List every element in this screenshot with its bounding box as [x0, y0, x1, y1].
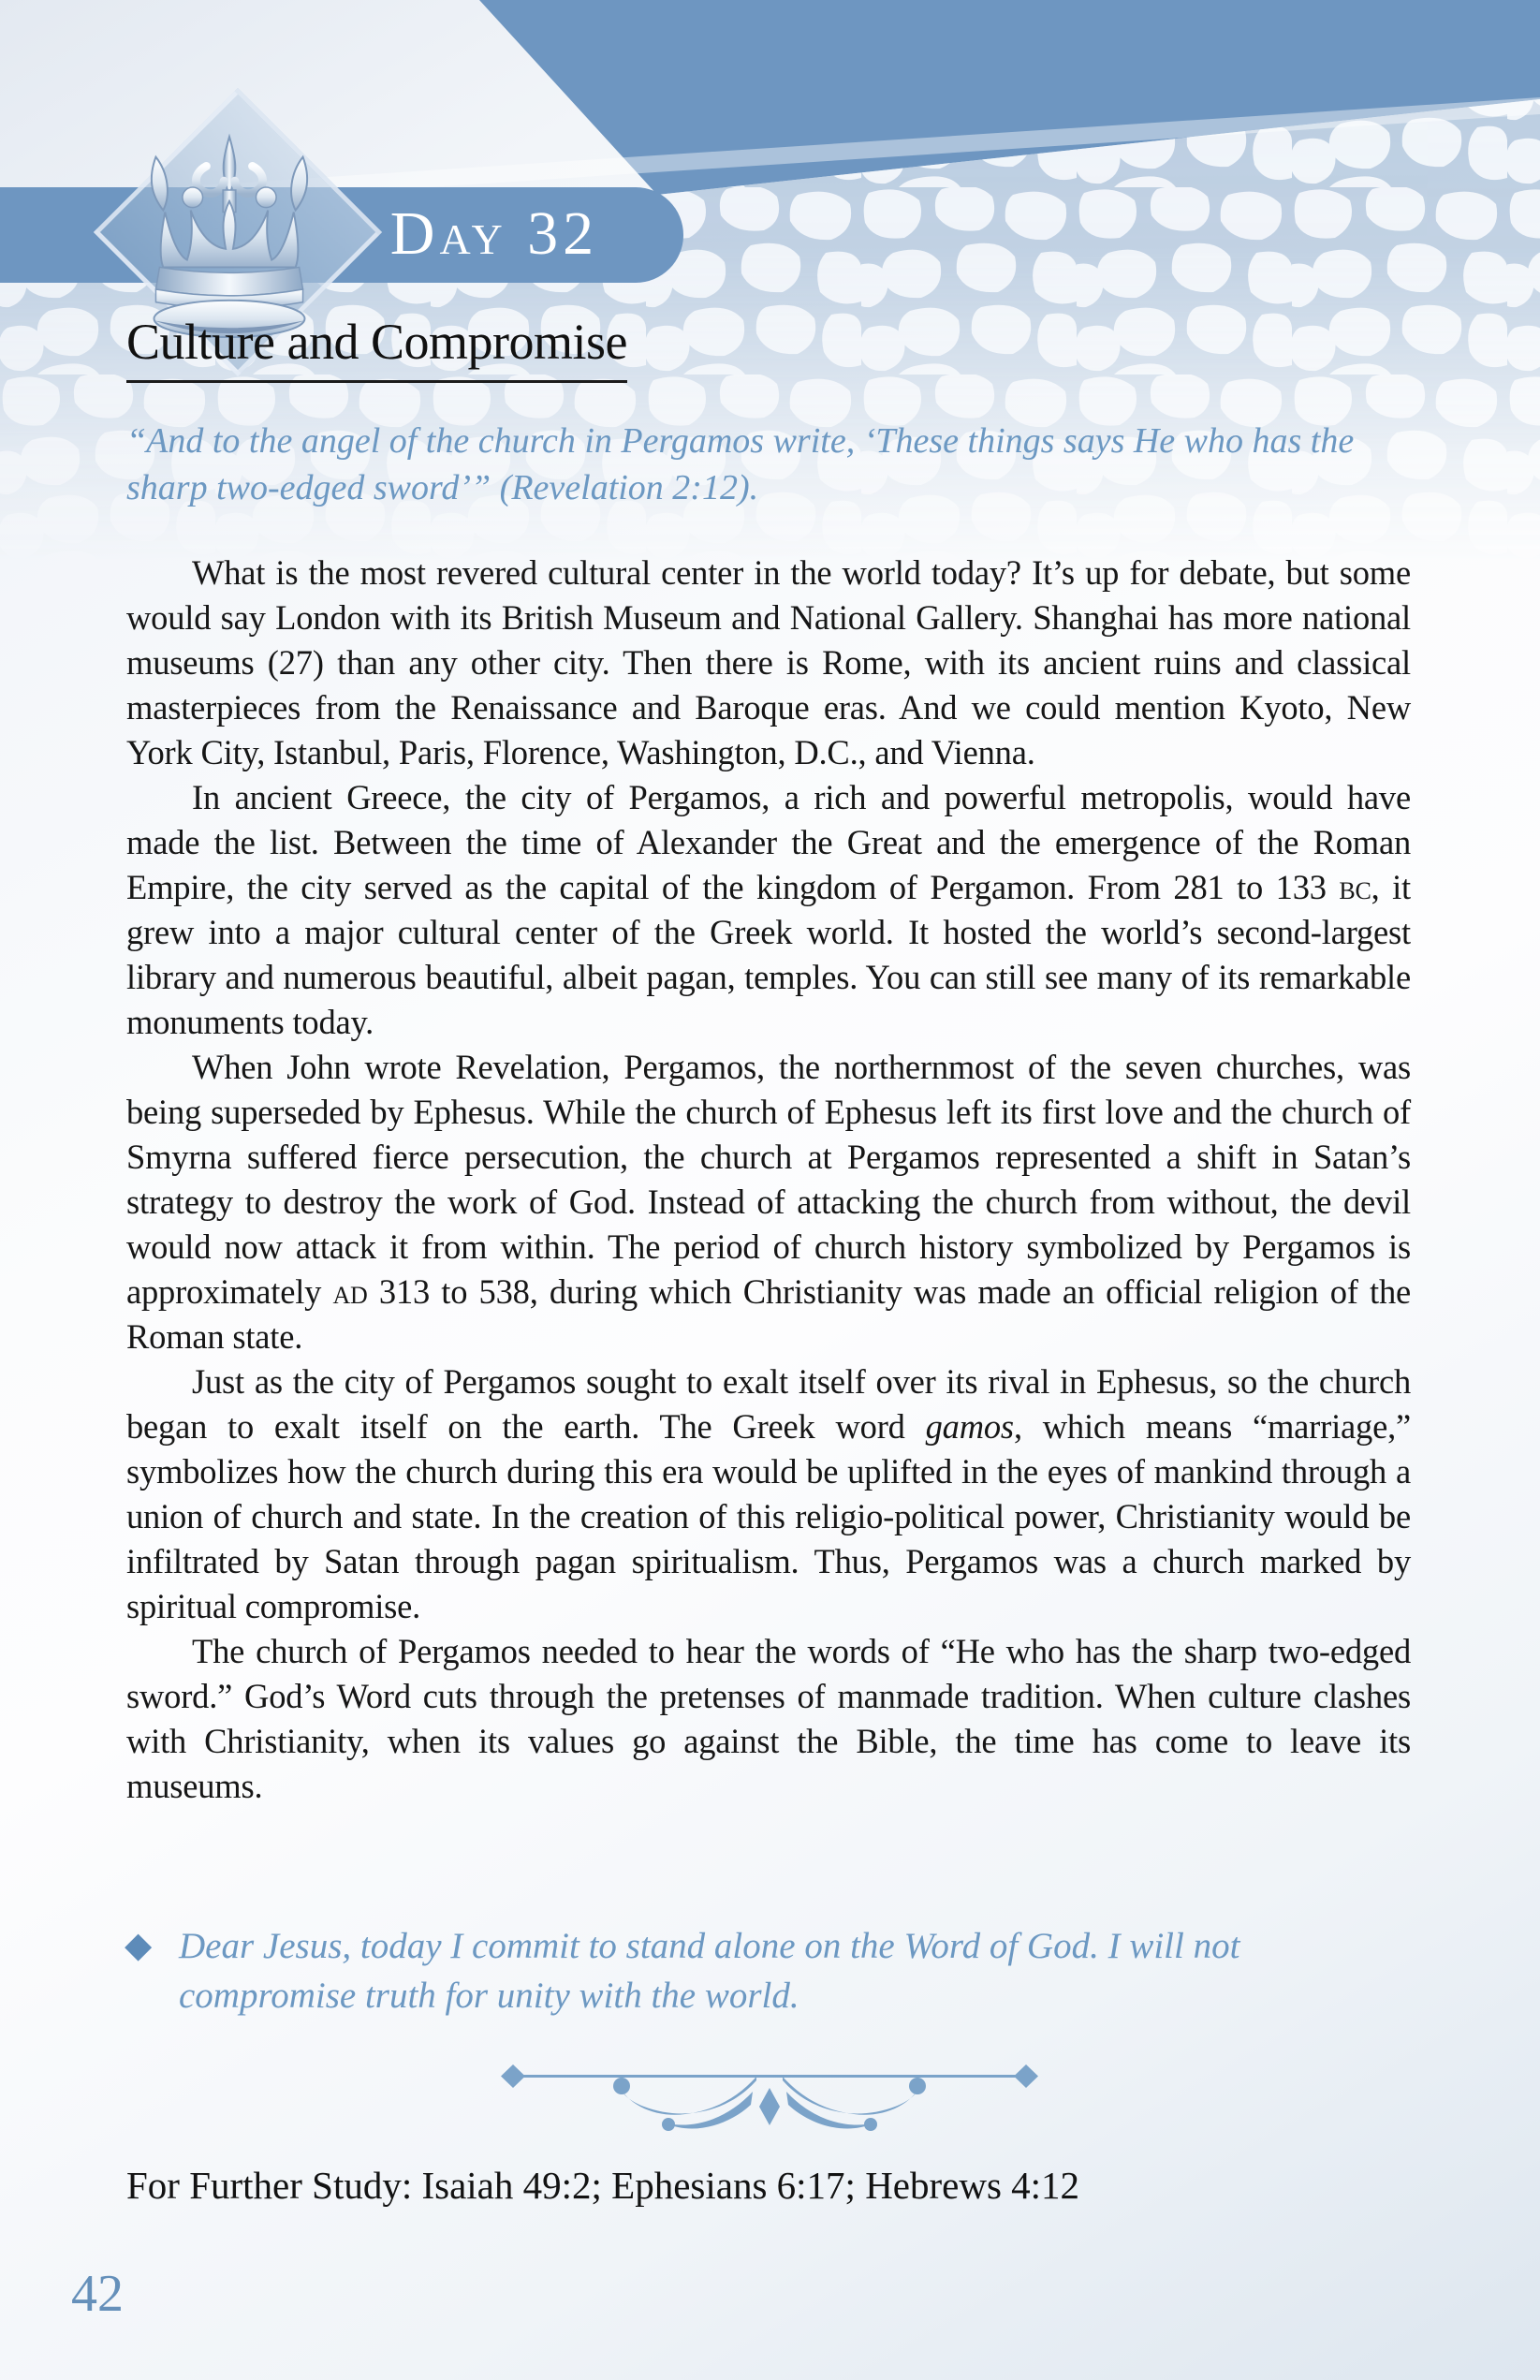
- further-study: For Further Study: Isaiah 49:2; Ephesians 6:17; Hebrews 4:12: [126, 2164, 1080, 2207]
- page-title: Culture and Compromise: [126, 313, 627, 383]
- divider-flourish-icon: [498, 2052, 1041, 2155]
- body-paragraph: Just as the city of Pergamos sought to exalt itself over its rival in Ephesus, so the church began to exalt itself on the earth. The Greek word gamos, which means “marriage,” symbolizes how the church during this era would be uplifted in the eyes of mankind through a union of church and state. In the creation of this religio-political power, Christianity would be infiltrated by Satan through pagan spiritualism. Thus, Pergamos was a church marked by spiritual compromise.: [126, 1362, 1412, 1625]
- memory-verse: “And to the angel of the church in Pergamos write, ‘These things says He who has the sharp two-edged sword’” (Revelation 2:12).: [126, 421, 1355, 507]
- body-text: [126, 551, 1411, 1809]
- body-paragraph: When John wrote Revelation, Pergamos, the northernmost of the seven churches, was being superseded by Ephesus. While the church of Ephesus left its first love and the church of Smyrna suffered fierce persecution, the church at Pergamos represented a shift in Satan’s strategy to destroy the work of God. Instead of attacking the church from without, the devil would now attack it from within. The period of church history symbolized by Pergamos is approximately ad 313 to 538, during which Christianity was made an official religion of the Roman state.: [126, 1048, 1411, 1356]
- page-number: 42: [71, 2265, 124, 2323]
- diamond-bullet-icon: ◆: [125, 1926, 153, 1965]
- prayer-block: [125, 1921, 1435, 2020]
- body-paragraph: The church of Pergamos needed to hear the words of “He who has the sharp two-edged sword.” God’s Word cuts through the pretenses of manmade tradition. When culture clashes with Christianity, when its values go against the Bible, the time has come to leave its museums.: [126, 1632, 1411, 1805]
- body-paragraph: In ancient Greece, the city of Pergamos, a rich and powerful metropolis, would have made the list. Between the time of Alexander the Great and the emergence of the Roman Empire, the city served as the capital of the kingdom of Pergamon. From 281 to 133 bc, it grew into a major cultural center of the Greek world. It hosted the world’s second-largest library and numerous beautiful, albeit pagan, temples. You can still see many of its remarkable monuments today.: [126, 778, 1411, 1041]
- prayer-text: Dear Jesus, today I commit to stand alone on the Word of God. I will not compromise truth for unity with the world.: [179, 1926, 1240, 2016]
- body-paragraph: What is the most revered cultural center in the world today? It’s up for debate, but some would say London with its British Museum and National Gallery. Shanghai has more national museums (27) than any other city. Then there is Rome, with its ancient ruins and classical masterpieces from the Renaissance and Baroque eras. And we could mention Kyoto, New York City, Istanbul, Paris, Florence, Washington, D.C., and Vienna.: [126, 553, 1411, 771]
- day-label: Day 32: [389, 199, 599, 268]
